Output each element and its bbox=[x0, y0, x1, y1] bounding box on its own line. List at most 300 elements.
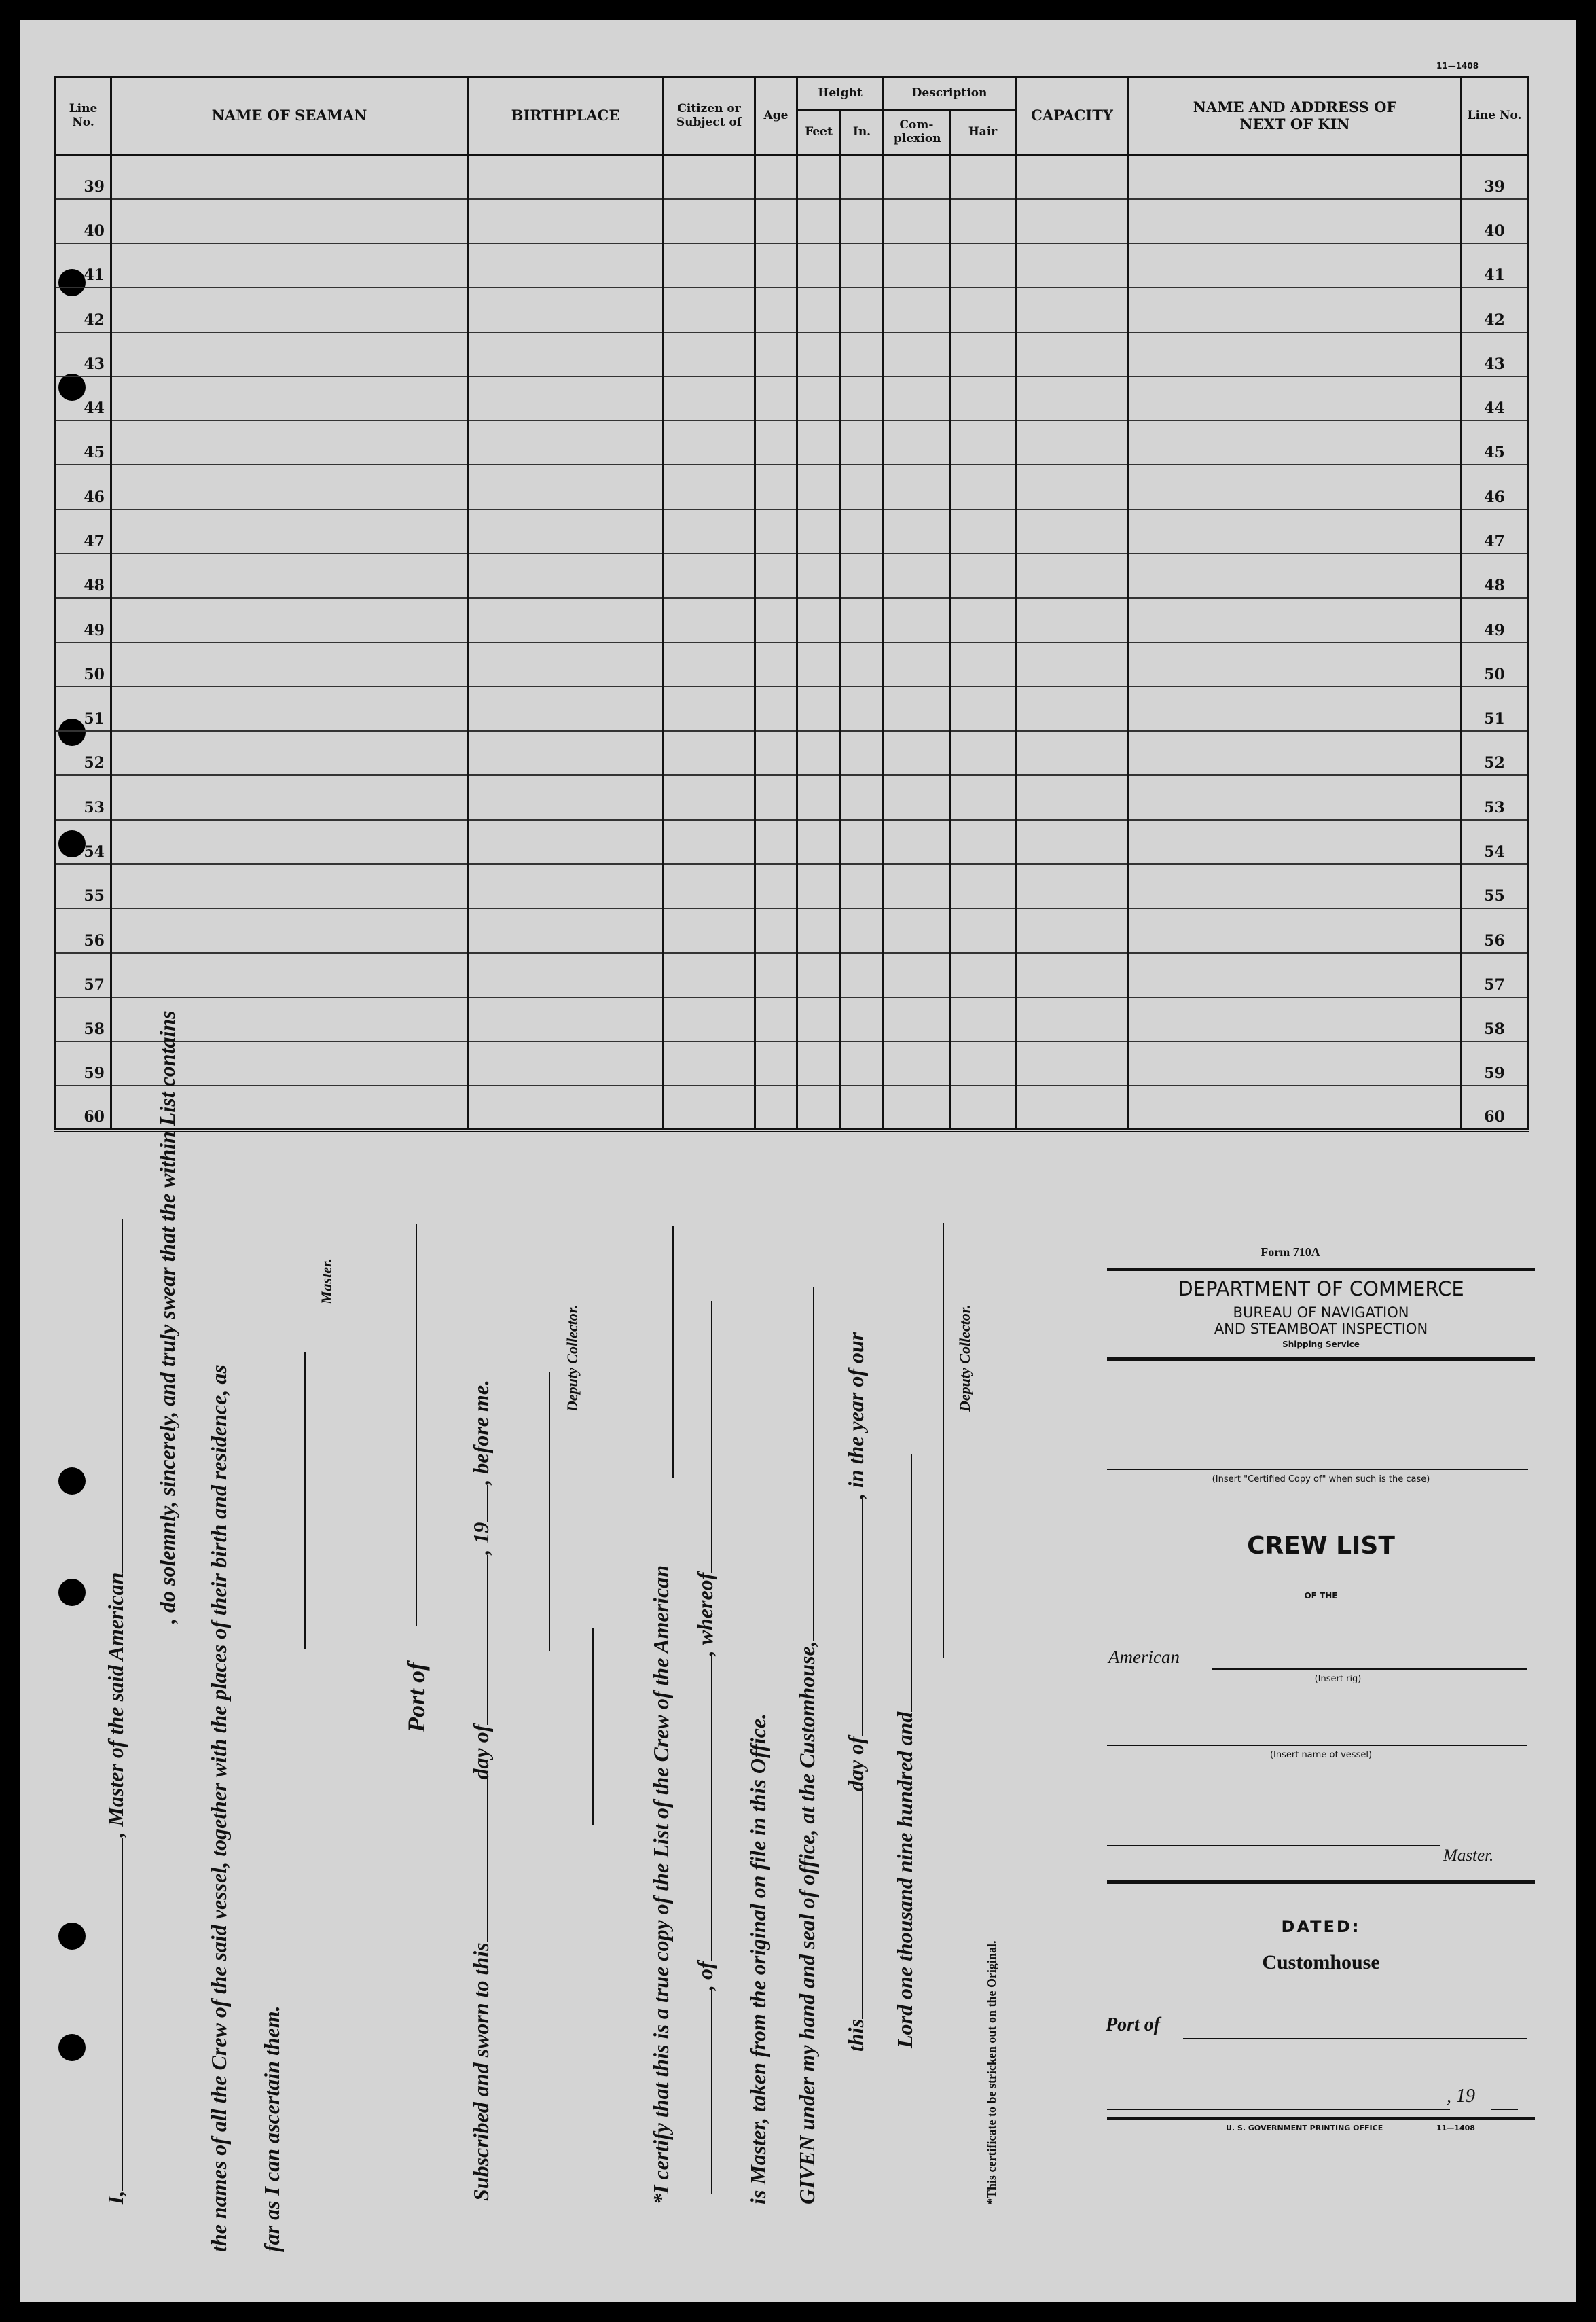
entry-cell[interactable] bbox=[1129, 908, 1462, 952]
entry-cell[interactable] bbox=[950, 908, 1016, 952]
cert-blank-1[interactable] bbox=[672, 1226, 674, 1478]
entry-cell[interactable] bbox=[884, 864, 950, 908]
entry-cell[interactable] bbox=[797, 643, 841, 687]
entry-cell[interactable] bbox=[884, 598, 950, 642]
line-number-right: 50 bbox=[1462, 643, 1528, 687]
entry-cell[interactable] bbox=[1016, 687, 1129, 731]
entry-cell[interactable] bbox=[1129, 376, 1462, 421]
line-number-right: 41 bbox=[1462, 243, 1528, 287]
entry-cell[interactable] bbox=[468, 376, 664, 421]
table-row bbox=[56, 287, 1528, 332]
entry-cell[interactable] bbox=[797, 1041, 841, 1086]
entry-cell[interactable] bbox=[950, 687, 1016, 731]
entry-cell[interactable] bbox=[1016, 953, 1129, 997]
entry-cell[interactable] bbox=[797, 687, 841, 731]
entry-cell[interactable] bbox=[664, 1086, 755, 1130]
bureau-1: BUREAU OF NAVIGATION bbox=[1233, 1304, 1409, 1321]
entry-cell[interactable] bbox=[111, 287, 468, 332]
entry-cell[interactable] bbox=[755, 997, 797, 1041]
entry-cell[interactable] bbox=[111, 199, 468, 243]
entry-cell[interactable] bbox=[755, 332, 797, 376]
line-number: 44 bbox=[56, 376, 111, 421]
entry-cell[interactable] bbox=[1129, 510, 1462, 554]
line-number-right: 53 bbox=[1462, 775, 1528, 819]
entry-cell[interactable] bbox=[1016, 510, 1129, 554]
master-line[interactable] bbox=[1107, 1845, 1440, 1846]
entry-cell[interactable] bbox=[884, 243, 950, 287]
entry-cell[interactable] bbox=[664, 953, 755, 997]
vessel-name-line[interactable] bbox=[1107, 1745, 1527, 1746]
customhouse-label: Customhouse bbox=[1262, 1951, 1380, 1973]
entry-cell[interactable] bbox=[111, 731, 468, 775]
entry-cell[interactable] bbox=[797, 598, 841, 642]
line-number-right: 46 bbox=[1462, 465, 1528, 509]
entry-cell[interactable] bbox=[950, 953, 1016, 997]
entry-cell[interactable] bbox=[755, 554, 797, 598]
seal-line bbox=[592, 1628, 594, 1825]
entry-cell[interactable] bbox=[1129, 554, 1462, 598]
entry-cell[interactable] bbox=[468, 421, 664, 465]
entry-cell[interactable] bbox=[664, 376, 755, 421]
entry-cell[interactable] bbox=[797, 908, 841, 952]
entry-cell[interactable] bbox=[755, 908, 797, 952]
entry-cell[interactable] bbox=[468, 465, 664, 509]
entry-cell[interactable] bbox=[664, 643, 755, 687]
certified-copy-line[interactable] bbox=[1107, 1469, 1528, 1470]
entry-cell[interactable] bbox=[841, 510, 884, 554]
entry-cell[interactable] bbox=[1129, 1086, 1462, 1130]
table-row bbox=[56, 510, 1528, 554]
entry-cell[interactable] bbox=[111, 643, 468, 687]
entry-cell[interactable] bbox=[111, 775, 468, 819]
entry-cell[interactable] bbox=[111, 421, 468, 465]
insert-certified-note: (Insert "Certified Copy of" when such is the case) bbox=[1212, 1474, 1430, 1484]
entry-cell[interactable] bbox=[755, 1041, 797, 1086]
entry-cell[interactable] bbox=[797, 1086, 841, 1130]
entry-cell[interactable] bbox=[797, 731, 841, 775]
entry-cell[interactable] bbox=[950, 775, 1016, 819]
col-age: Age bbox=[755, 77, 797, 155]
bureau-2: AND STEAMBOAT INSPECTION bbox=[1214, 1321, 1428, 1337]
line-number: 54 bbox=[56, 820, 111, 864]
entry-cell[interactable] bbox=[468, 908, 664, 952]
entry-cell[interactable] bbox=[664, 775, 755, 819]
entry-cell[interactable] bbox=[664, 687, 755, 731]
entry-cell[interactable] bbox=[1016, 1041, 1129, 1086]
entry-cell[interactable] bbox=[797, 376, 841, 421]
entry-cell[interactable] bbox=[1016, 864, 1129, 908]
table-row bbox=[56, 1086, 1528, 1130]
vessel-blank[interactable] bbox=[122, 1219, 123, 1573]
entry-cell[interactable] bbox=[950, 820, 1016, 864]
entry-cell[interactable] bbox=[468, 1041, 664, 1086]
line-number: 57 bbox=[56, 953, 111, 997]
entry-cell[interactable] bbox=[797, 199, 841, 243]
entry-cell[interactable] bbox=[1129, 1041, 1462, 1086]
entry-cell[interactable] bbox=[1129, 421, 1462, 465]
line-number-right: 56 bbox=[1462, 908, 1528, 952]
entry-cell[interactable] bbox=[1129, 864, 1462, 908]
entry-cell[interactable] bbox=[755, 1086, 797, 1130]
entry-cell[interactable] bbox=[1016, 775, 1129, 819]
form-code: 11—1408 bbox=[1436, 61, 1479, 71]
entry-cell[interactable] bbox=[468, 510, 664, 554]
date-line[interactable] bbox=[1107, 2109, 1450, 2110]
entry-cell[interactable] bbox=[841, 908, 884, 952]
american-label: American bbox=[1108, 1647, 1180, 1667]
line-number: 52 bbox=[56, 731, 111, 775]
punch-hole bbox=[58, 1579, 86, 1606]
entry-cell[interactable] bbox=[950, 554, 1016, 598]
entry-cell[interactable] bbox=[111, 820, 468, 864]
cover-master: Master. bbox=[1443, 1846, 1494, 1865]
col-height: Height bbox=[797, 77, 884, 110]
crew-table bbox=[54, 76, 1529, 1132]
table-row bbox=[56, 953, 1528, 997]
dated-label: DATED: bbox=[1281, 1917, 1361, 1936]
line-number: 42 bbox=[56, 287, 111, 332]
entry-cell[interactable] bbox=[1129, 775, 1462, 819]
entry-cell[interactable] bbox=[950, 643, 1016, 687]
table-row bbox=[56, 775, 1528, 819]
entry-cell[interactable] bbox=[1016, 997, 1129, 1041]
entry-cell[interactable] bbox=[1016, 643, 1129, 687]
entry-cell[interactable] bbox=[468, 554, 664, 598]
entry-cell[interactable] bbox=[468, 687, 664, 731]
table-row bbox=[56, 997, 1528, 1041]
entry-cell[interactable] bbox=[468, 820, 664, 864]
line-number-right: 39 bbox=[1462, 155, 1528, 199]
entry-cell[interactable] bbox=[755, 421, 797, 465]
entry-cell[interactable] bbox=[884, 775, 950, 819]
entry-cell[interactable] bbox=[950, 598, 1016, 642]
entry-cell[interactable] bbox=[111, 687, 468, 731]
entry-cell[interactable] bbox=[664, 199, 755, 243]
entry-cell[interactable] bbox=[884, 287, 950, 332]
entry-cell[interactable] bbox=[841, 287, 884, 332]
entry-cell[interactable] bbox=[755, 643, 797, 687]
entry-cell[interactable] bbox=[1016, 287, 1129, 332]
deputy-collector-1: Deputy Collector. bbox=[564, 1304, 581, 1412]
entry-cell[interactable] bbox=[797, 775, 841, 819]
entry-cell[interactable] bbox=[841, 155, 884, 199]
line-number: 40 bbox=[56, 199, 111, 243]
punch-hole bbox=[58, 1467, 86, 1495]
entry-cell[interactable] bbox=[797, 510, 841, 554]
entry-cell[interactable] bbox=[797, 554, 841, 598]
entry-cell[interactable] bbox=[950, 155, 1016, 199]
entry-cell[interactable] bbox=[1129, 643, 1462, 687]
entry-cell[interactable] bbox=[468, 643, 664, 687]
port-line[interactable] bbox=[416, 1224, 417, 1626]
entry-cell[interactable] bbox=[841, 820, 884, 864]
entry-cell[interactable] bbox=[950, 864, 1016, 908]
entry-cell[interactable] bbox=[841, 465, 884, 509]
entry-cell[interactable] bbox=[755, 199, 797, 243]
entry-cell[interactable] bbox=[468, 199, 664, 243]
oath-i: I, bbox=[103, 2190, 128, 2204]
printing-code: 11—1408 bbox=[1436, 2124, 1475, 2132]
entry-cell[interactable] bbox=[1129, 199, 1462, 243]
entry-cell[interactable] bbox=[884, 643, 950, 687]
entry-cell[interactable] bbox=[755, 287, 797, 332]
line-number: 50 bbox=[56, 643, 111, 687]
entry-cell[interactable] bbox=[1016, 820, 1129, 864]
entry-cell[interactable] bbox=[884, 465, 950, 509]
line-number: 60 bbox=[56, 1086, 111, 1130]
entry-cell[interactable] bbox=[111, 465, 468, 509]
lord-line: Lord one thousand nine hundred and bbox=[892, 1454, 918, 2048]
entry-cell[interactable] bbox=[755, 376, 797, 421]
entry-cell[interactable] bbox=[1129, 287, 1462, 332]
entry-cell[interactable] bbox=[1129, 687, 1462, 731]
entry-cell[interactable] bbox=[1129, 731, 1462, 775]
entry-cell[interactable] bbox=[797, 820, 841, 864]
crew-list-form bbox=[20, 20, 1576, 2302]
cover-port-line[interactable] bbox=[1183, 2038, 1527, 2039]
entry-cell[interactable] bbox=[1129, 243, 1462, 287]
entry-cell[interactable] bbox=[1016, 1086, 1129, 1130]
entry-cell[interactable] bbox=[664, 820, 755, 864]
entry-cell[interactable] bbox=[468, 287, 664, 332]
entry-cell[interactable] bbox=[1129, 598, 1462, 642]
entry-cell[interactable] bbox=[468, 243, 664, 287]
year-line[interactable] bbox=[1491, 2109, 1518, 2110]
entry-cell[interactable] bbox=[884, 421, 950, 465]
entry-cell[interactable] bbox=[841, 775, 884, 819]
entry-cell[interactable] bbox=[841, 1041, 884, 1086]
entry-cell[interactable] bbox=[1016, 908, 1129, 952]
entry-cell[interactable] bbox=[884, 155, 950, 199]
entry-cell[interactable] bbox=[111, 376, 468, 421]
line-number-right: 58 bbox=[1462, 997, 1528, 1041]
entry-cell[interactable] bbox=[884, 1041, 950, 1086]
entry-cell[interactable] bbox=[664, 465, 755, 509]
entry-cell[interactable] bbox=[884, 820, 950, 864]
entry-cell[interactable] bbox=[755, 465, 797, 509]
line-number: 51 bbox=[56, 687, 111, 731]
form-number: Form 710A bbox=[1261, 1245, 1320, 1259]
entry-cell[interactable] bbox=[755, 510, 797, 554]
line-number-right: 59 bbox=[1462, 1041, 1528, 1086]
entry-cell[interactable] bbox=[797, 243, 841, 287]
line-number: 45 bbox=[56, 421, 111, 465]
entry-cell[interactable] bbox=[841, 376, 884, 421]
oath-master-of-american: , Master of the said American bbox=[103, 1572, 128, 1838]
entry-cell[interactable] bbox=[950, 287, 1016, 332]
entry-cell[interactable] bbox=[755, 243, 797, 287]
entry-cell[interactable] bbox=[468, 598, 664, 642]
shipping-service: Shipping Service bbox=[1282, 1340, 1360, 1349]
col-citizen: Citizen or Subject of bbox=[664, 77, 755, 155]
entry-cell[interactable] bbox=[755, 953, 797, 997]
entry-cell[interactable] bbox=[468, 332, 664, 376]
entry-cell[interactable] bbox=[841, 953, 884, 997]
entry-cell[interactable] bbox=[755, 820, 797, 864]
entry-cell[interactable] bbox=[468, 997, 664, 1041]
entry-cell[interactable] bbox=[841, 199, 884, 243]
col-description: Description bbox=[884, 77, 1016, 110]
entry-cell[interactable] bbox=[664, 864, 755, 908]
entry-cell[interactable] bbox=[468, 731, 664, 775]
entry-cell[interactable] bbox=[111, 332, 468, 376]
entry-cell[interactable] bbox=[841, 997, 884, 1041]
entry-cell[interactable] bbox=[841, 864, 884, 908]
entry-cell[interactable] bbox=[664, 598, 755, 642]
entry-cell[interactable] bbox=[884, 510, 950, 554]
entry-cell[interactable] bbox=[1129, 332, 1462, 376]
table-row bbox=[56, 554, 1528, 598]
table-row bbox=[56, 731, 1528, 775]
line-number: 56 bbox=[56, 908, 111, 952]
entry-cell[interactable] bbox=[111, 953, 468, 997]
entry-cell[interactable] bbox=[841, 243, 884, 287]
entry-cell[interactable] bbox=[797, 864, 841, 908]
entry-cell[interactable] bbox=[1129, 820, 1462, 864]
entry-cell[interactable] bbox=[841, 554, 884, 598]
entry-cell[interactable] bbox=[884, 199, 950, 243]
entry-cell[interactable] bbox=[797, 155, 841, 199]
punch-hole bbox=[58, 1923, 86, 1950]
entry-cell[interactable] bbox=[841, 332, 884, 376]
entry-cell[interactable] bbox=[884, 687, 950, 731]
cert-line-2: , of, whereof bbox=[693, 1301, 718, 2194]
entry-cell[interactable] bbox=[755, 864, 797, 908]
entry-cell[interactable] bbox=[1016, 332, 1129, 376]
entry-cell[interactable] bbox=[950, 465, 1016, 509]
master-name-blank[interactable] bbox=[122, 1838, 123, 2191]
deputy-signature-line-1[interactable] bbox=[549, 1372, 550, 1651]
entry-cell[interactable] bbox=[664, 908, 755, 952]
entry-cell[interactable] bbox=[950, 243, 1016, 287]
entry-cell[interactable] bbox=[841, 598, 884, 642]
entry-cell[interactable] bbox=[950, 510, 1016, 554]
entry-cell[interactable] bbox=[664, 155, 755, 199]
entry-cell[interactable] bbox=[950, 731, 1016, 775]
entry-cell[interactable] bbox=[755, 687, 797, 731]
entry-cell[interactable] bbox=[797, 421, 841, 465]
entry-cell[interactable] bbox=[884, 953, 950, 997]
entry-cell[interactable] bbox=[1129, 465, 1462, 509]
entry-cell[interactable] bbox=[111, 554, 468, 598]
entry-cell[interactable] bbox=[755, 775, 797, 819]
entry-cell[interactable] bbox=[950, 376, 1016, 421]
entry-cell[interactable] bbox=[1129, 155, 1462, 199]
entry-cell[interactable] bbox=[664, 287, 755, 332]
entry-cell[interactable] bbox=[664, 554, 755, 598]
entry-cell[interactable] bbox=[884, 332, 950, 376]
entry-cell[interactable] bbox=[664, 510, 755, 554]
entry-cell[interactable] bbox=[884, 731, 950, 775]
line-number-right: 55 bbox=[1462, 864, 1528, 908]
entry-cell[interactable] bbox=[755, 731, 797, 775]
entry-cell[interactable] bbox=[1016, 465, 1129, 509]
line-number-right: 54 bbox=[1462, 820, 1528, 864]
entry-cell[interactable] bbox=[1016, 199, 1129, 243]
master-signature-line[interactable] bbox=[304, 1352, 306, 1649]
entry-cell[interactable] bbox=[111, 908, 468, 952]
entry-cell[interactable] bbox=[664, 421, 755, 465]
entry-cell[interactable] bbox=[841, 421, 884, 465]
entry-cell[interactable] bbox=[1016, 243, 1129, 287]
line-number-right: 57 bbox=[1462, 953, 1528, 997]
footnote: *This certificate to be stricken out on the Original. bbox=[985, 1940, 998, 2204]
table-row bbox=[56, 465, 1528, 509]
entry-cell[interactable] bbox=[841, 1086, 884, 1130]
entry-cell[interactable] bbox=[1016, 598, 1129, 642]
entry-cell[interactable] bbox=[797, 287, 841, 332]
entry-cell[interactable] bbox=[950, 997, 1016, 1041]
entry-cell[interactable] bbox=[664, 1041, 755, 1086]
punch-hole bbox=[58, 2034, 86, 2061]
entry-cell[interactable] bbox=[841, 731, 884, 775]
of-the: OF THE bbox=[1304, 1591, 1338, 1601]
entry-cell[interactable] bbox=[950, 332, 1016, 376]
entry-cell[interactable] bbox=[664, 332, 755, 376]
entry-cell[interactable] bbox=[468, 953, 664, 997]
entry-cell[interactable] bbox=[884, 1086, 950, 1130]
entry-cell[interactable] bbox=[111, 243, 468, 287]
col-inches: In. bbox=[841, 110, 884, 155]
entry-cell[interactable] bbox=[884, 554, 950, 598]
entry-cell[interactable] bbox=[1016, 155, 1129, 199]
entry-cell[interactable] bbox=[1016, 554, 1129, 598]
entry-cell[interactable] bbox=[950, 1041, 1016, 1086]
line-number-right: 47 bbox=[1462, 510, 1528, 554]
deputy-signature-line-2[interactable] bbox=[943, 1223, 944, 1658]
entry-cell[interactable] bbox=[797, 465, 841, 509]
line-number: 58 bbox=[56, 997, 111, 1041]
entry-cell[interactable] bbox=[884, 376, 950, 421]
entry-cell[interactable] bbox=[664, 731, 755, 775]
entry-cell[interactable] bbox=[841, 687, 884, 731]
entry-cell[interactable] bbox=[797, 953, 841, 997]
entry-cell[interactable] bbox=[468, 864, 664, 908]
entry-cell[interactable] bbox=[111, 510, 468, 554]
entry-cell[interactable] bbox=[797, 332, 841, 376]
entry-cell[interactable] bbox=[950, 199, 1016, 243]
entry-cell[interactable] bbox=[664, 997, 755, 1041]
entry-cell[interactable] bbox=[884, 908, 950, 952]
crew-list-title: CREW LIST bbox=[1247, 1532, 1395, 1560]
entry-cell[interactable] bbox=[468, 155, 664, 199]
oath-far: far as I can ascertain them. bbox=[259, 2005, 284, 2252]
deputy-collector-2: Deputy Collector. bbox=[956, 1304, 973, 1412]
entry-cell[interactable] bbox=[111, 155, 468, 199]
entry-cell[interactable] bbox=[1016, 731, 1129, 775]
entry-cell[interactable] bbox=[841, 643, 884, 687]
rig-line[interactable] bbox=[1212, 1668, 1527, 1670]
entry-cell[interactable] bbox=[950, 1086, 1016, 1130]
entry-cell[interactable] bbox=[1129, 953, 1462, 997]
table-row bbox=[56, 421, 1528, 465]
entry-cell[interactable] bbox=[468, 1086, 664, 1130]
entry-cell[interactable] bbox=[884, 997, 950, 1041]
entry-cell[interactable] bbox=[1016, 376, 1129, 421]
entry-cell[interactable] bbox=[755, 155, 797, 199]
entry-cell[interactable] bbox=[111, 864, 468, 908]
entry-cell[interactable] bbox=[1016, 421, 1129, 465]
cover-year: , 19 bbox=[1447, 2086, 1475, 2107]
entry-cell[interactable] bbox=[1129, 997, 1462, 1041]
entry-cell[interactable] bbox=[755, 598, 797, 642]
entry-cell[interactable] bbox=[468, 775, 664, 819]
entry-cell[interactable] bbox=[950, 421, 1016, 465]
entry-cell[interactable] bbox=[111, 598, 468, 642]
this-day-line: thisday of, in the year of our bbox=[844, 1332, 868, 2052]
entry-cell[interactable] bbox=[664, 243, 755, 287]
entry-cell[interactable] bbox=[797, 997, 841, 1041]
